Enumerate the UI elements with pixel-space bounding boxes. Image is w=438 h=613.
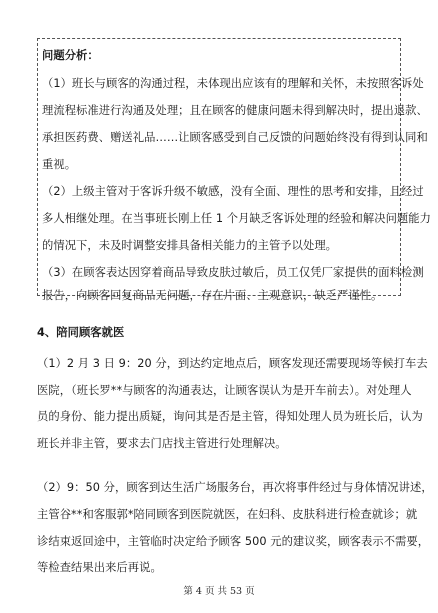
section-line: （2）9：50 分，顾客到达生活广场服务台，再次将事件经过与身体情况讲述，	[37, 481, 433, 494]
analysis-line: （2）上级主管对于客诉升级不敏感，没有全面、理性的思考和安排，且经过	[42, 185, 424, 198]
section-heading: 4、陪同顾客就医	[37, 326, 125, 339]
page-number: 第 4 页 共 53 页	[183, 586, 255, 597]
section-line: 诊结束返回途中，主管临时决定给予顾客 500 元的建议奖，顾客表示不需要，	[37, 535, 430, 548]
section-line: （1）2 月 3 日 9：20 分，到达约定地点后，顾客发现还需要现场等候打车去	[37, 357, 428, 370]
analysis-line: 的情况下，未及时调整安排具备相关能力的主管予以处理。	[42, 239, 338, 252]
section-line: 等检查结果出来后再说。	[37, 561, 162, 574]
section-line: 员的身份、能力提出质疑，询问其是否是主管，得知处理人员为班长后，认为	[37, 410, 423, 423]
section-line: 班长并非主管，要求去门店找主管进行处理解决。	[37, 437, 287, 450]
analysis-line: （1）班长与顾客的沟通过程，未体现出应该有的理解和关怀，未按照客诉处	[42, 77, 424, 90]
analysis-line: 重视。	[42, 158, 77, 171]
analysis-line: （3）在顾客表达因穿着商品导致皮肤过敏后，员工仅凭厂家提供的面料检测	[42, 266, 424, 279]
analysis-line: 多人相继处理。在当事班长刚上任 1 个月缺乏客诉处理的经验和解决问题能力	[42, 212, 431, 225]
section-line: 主管谷**和客服郭*陪同顾客到医院就医，在妇科、皮肤科进行检查就诊；就	[37, 508, 418, 521]
analysis-line: 承担医药费、赠送礼品……让顾客感受到自己反馈的问题始终没有得到认同和	[42, 131, 428, 144]
analysis-heading: 问题分析：	[42, 49, 99, 62]
analysis-line: 理流程标准进行沟通及处理；且在顾客的健康问题未得到解决时，提出退款、	[42, 104, 428, 117]
section-line: 医院，（班长罗**与顾客的沟通表达，让顾客误认为是开车前去）。对处理人	[37, 384, 412, 397]
analysis-line: 报告，向顾客回复商品无问题，存在片面、主观意识，缺乏严谨性。	[42, 289, 383, 302]
